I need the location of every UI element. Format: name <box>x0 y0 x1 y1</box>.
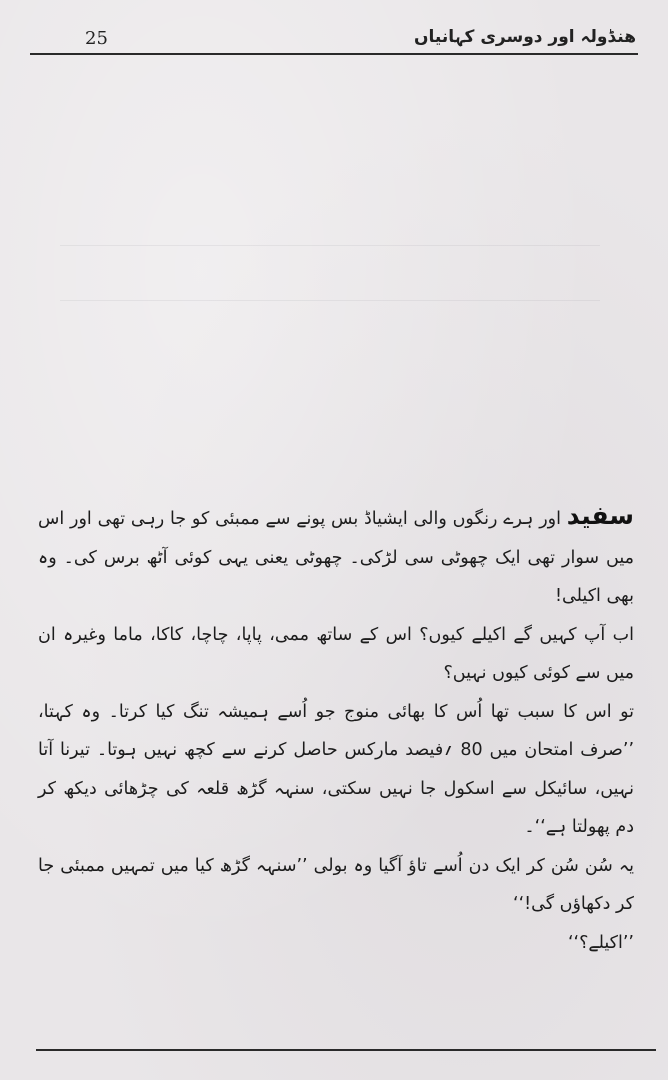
paragraph <box>38 497 634 616</box>
paragraph: ’’اکیلے؟‘‘ <box>567 932 634 953</box>
paragraph: یہ سُن سُن کر ایک دن اُسے تاؤ آگیا وہ بولی ’’سنہہ گڑھ کیا میں تمہیں ممبئی جا کر دکھاؤں گی!‘‘ <box>38 855 634 914</box>
paragraph-text: اور ہرے رنگوں والی ایشیاڈ بس پونے سے ممبئی کو جا رہی تھی اور اس میں سوار تھی ایک چھوٹی سی لڑکی۔ چھوٹی یعنی یہی کوئی آٹھ برس کی۔ وہ بھی اکیلی! <box>38 509 634 606</box>
header-rule <box>30 53 638 55</box>
footer-rule <box>36 1049 656 1051</box>
paragraph: اب آپ کہیں گے اکیلے کیوں؟ اس کے ساتھ ممی، پاپا، چاچا، کاکا، ماما وغیرہ ان میں سے کوئی کیوں نہیں؟ <box>38 624 634 683</box>
page-number: 25 <box>85 28 108 49</box>
story-text <box>38 497 634 962</box>
paragraph: تو اس کا سبب تھا اُس کا بھائی منوج جو اُسے ہمیشہ تنگ کیا کرتا۔ وہ کہتا، ’’صرف امتحان میں 80 ؍فیصد مارکس حاصل کرنے سے کچھ نہیں ہوتا۔ تیرنا آتا نہیں، سائیکل سے اسکول جا نہیں سکتی، سنہہ گڑھ قلعہ کی چڑھائی دیکھ کر دم پھولتا ہے‘‘۔ <box>38 701 635 837</box>
show-through-line <box>60 300 600 315</box>
lead-word: سفید <box>566 501 634 530</box>
show-through-line <box>60 245 600 260</box>
running-title: ھنڈولہ اور دوسری کہانیاں <box>413 27 636 47</box>
page-header <box>30 26 638 54</box>
